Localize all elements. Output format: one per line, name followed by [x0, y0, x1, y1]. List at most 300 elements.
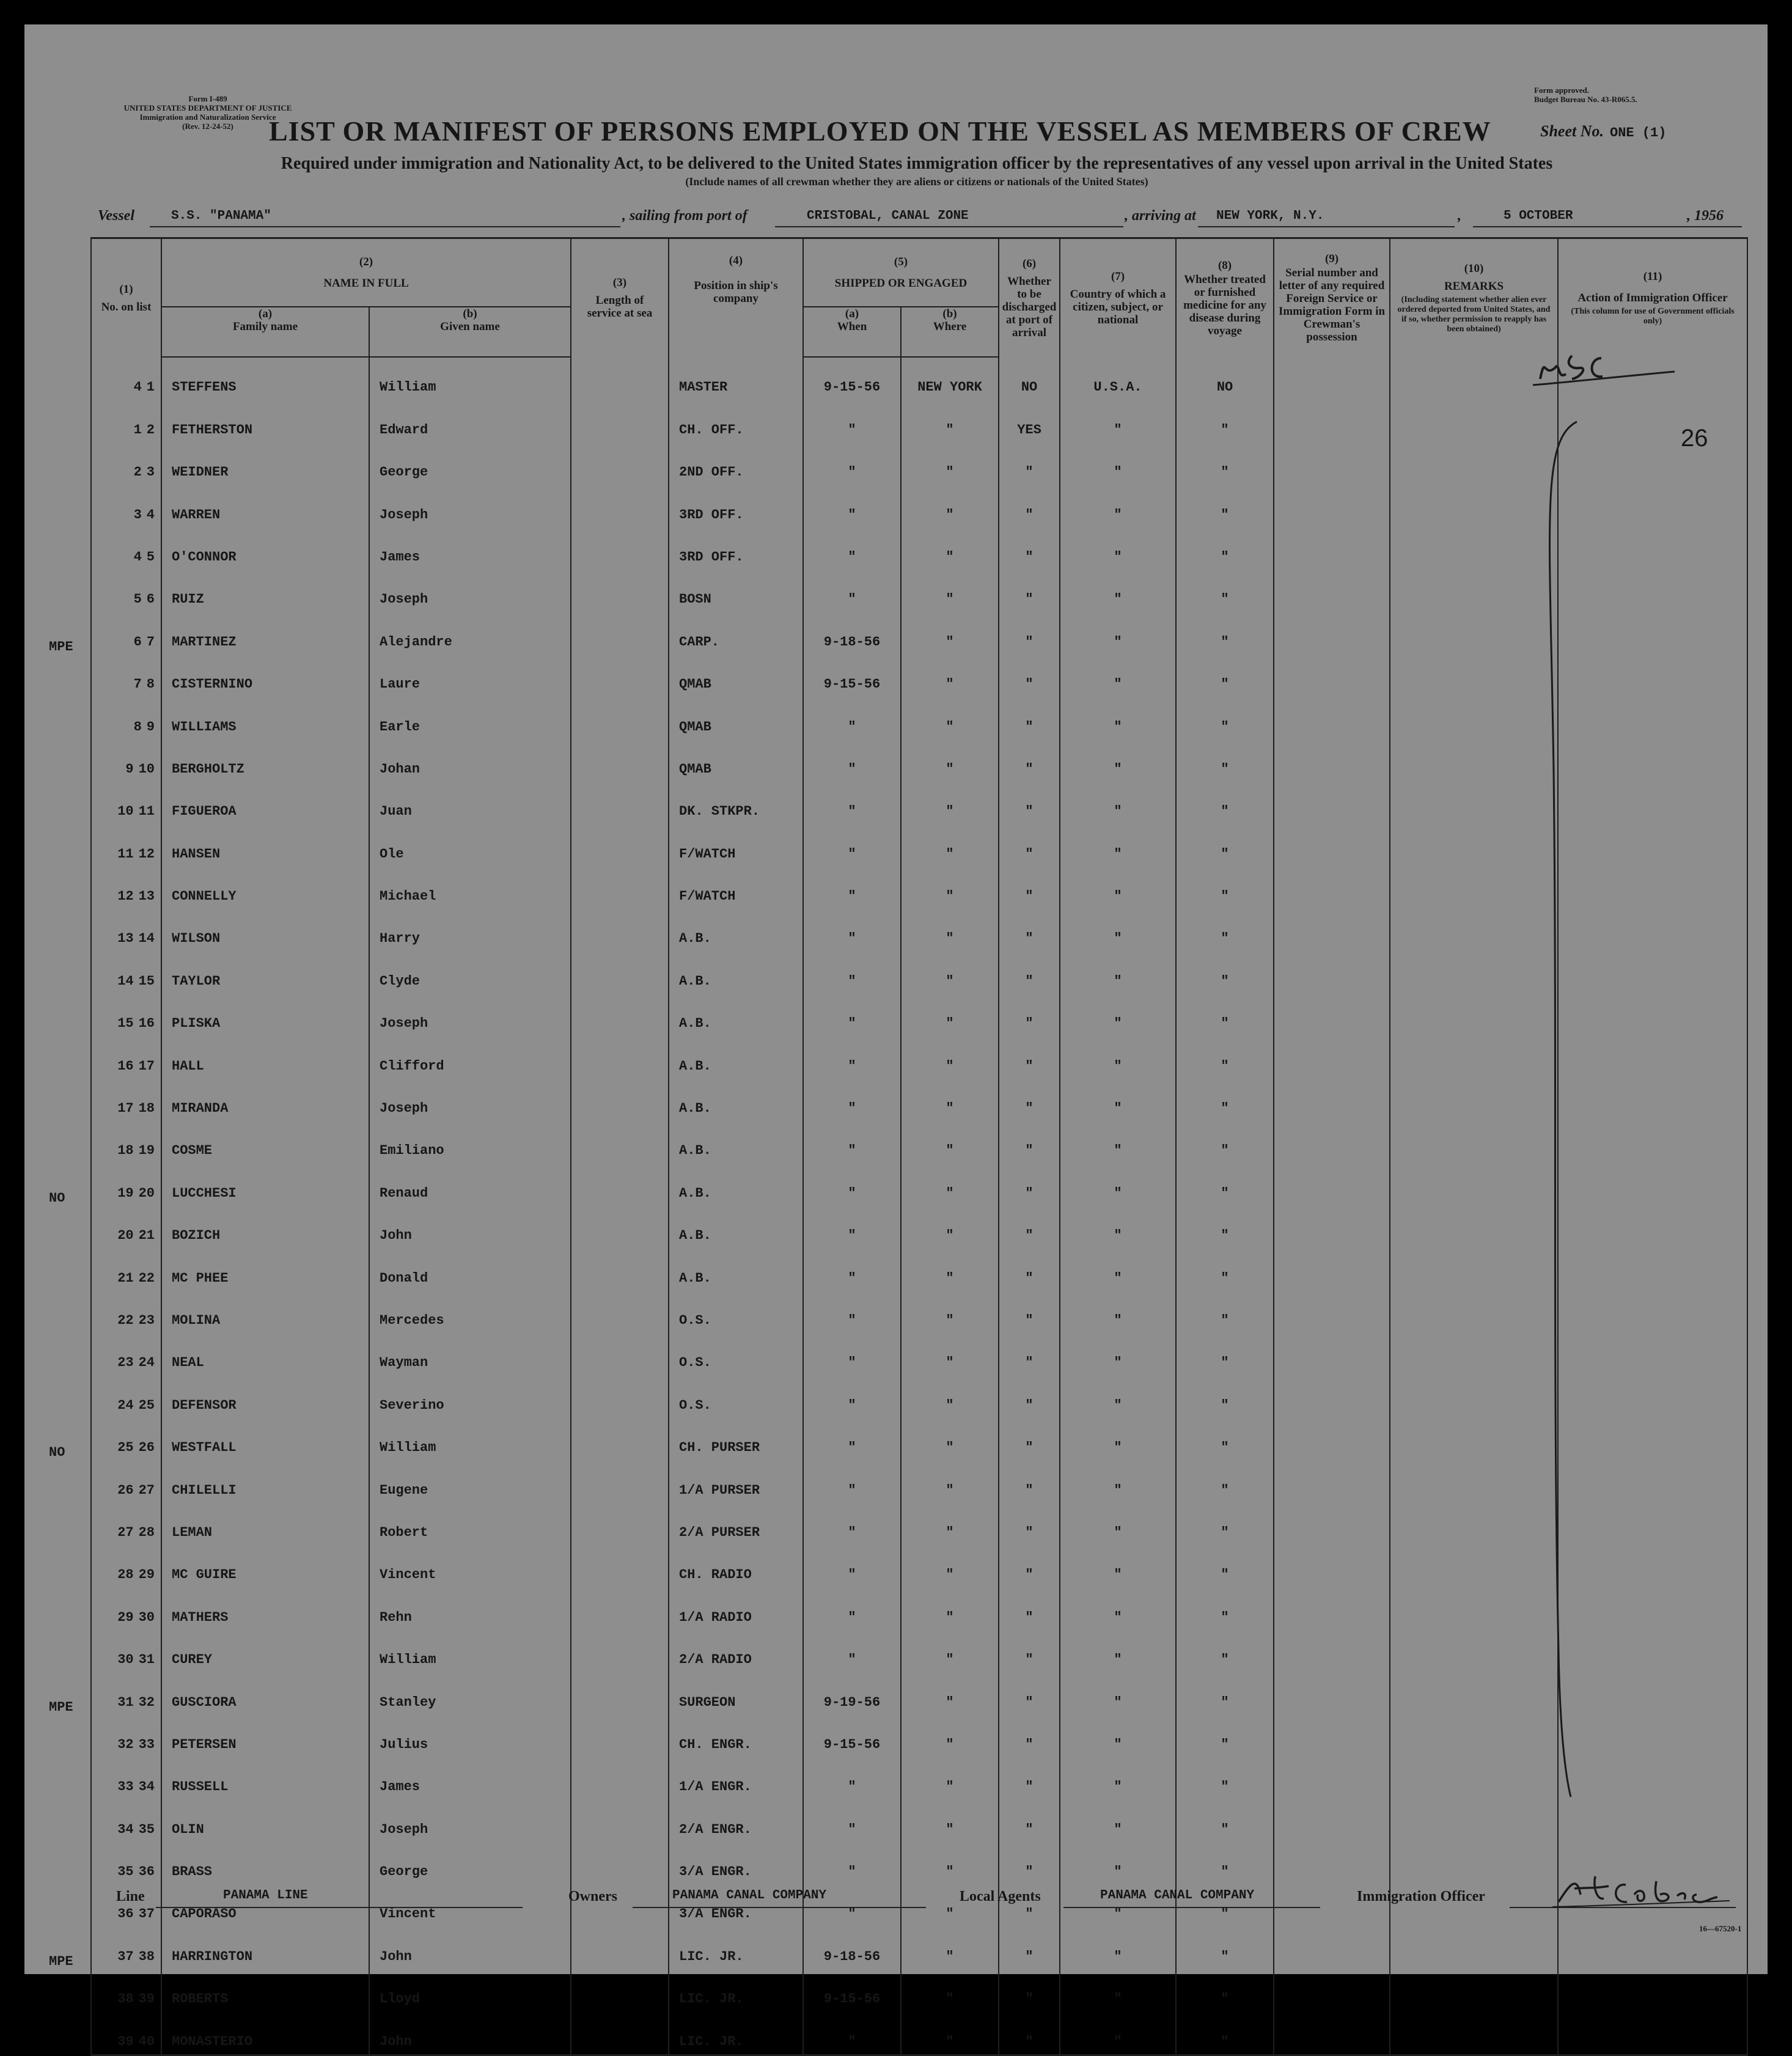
cell-serial-number	[1274, 1545, 1390, 1587]
cell-list-number	[91, 1630, 161, 1672]
cell-length-of-service	[571, 1926, 669, 1969]
crew-row	[91, 1545, 1747, 1587]
crew-row	[91, 909, 1747, 951]
cell-serial-number	[1274, 1969, 1390, 2011]
cell-country: "	[1060, 740, 1176, 782]
officer-signature-icon	[1552, 1870, 1736, 1913]
cell-where: "	[901, 1248, 999, 1290]
previous-list-number: 22	[117, 1312, 134, 1328]
cell-serial-number	[1274, 485, 1390, 527]
cell-length-of-service	[571, 1842, 669, 1884]
crew-row	[91, 994, 1747, 1036]
cell-length-of-service	[571, 909, 669, 951]
list-number: 15	[138, 973, 155, 989]
cell-serial-number	[1274, 1587, 1390, 1629]
crew-row	[91, 1460, 1747, 1502]
crew-row	[91, 1503, 1747, 1545]
cell-country: "	[1060, 951, 1176, 993]
cell-where: "	[901, 442, 999, 485]
cell-position: 1/A RADIO	[669, 1587, 803, 1629]
cell-family-name: CUREY	[161, 1630, 369, 1672]
cell-family-name: WEIDNER	[161, 442, 369, 485]
col-header-position: (4) Position in ship's company	[669, 238, 803, 358]
cell-serial-number	[1274, 1842, 1390, 1884]
list-number: 3	[146, 464, 155, 480]
cell-when: "	[803, 527, 901, 570]
cell-medicine: "	[1176, 1630, 1274, 1672]
cell-list-number	[91, 1291, 161, 1333]
cell-serial-number	[1274, 909, 1390, 951]
cell-when: "	[803, 1248, 901, 1290]
cell-family-name: MIRANDA	[161, 1079, 369, 1121]
previous-list-number: 10	[117, 804, 134, 820]
cell-when: 9-18-56	[803, 612, 901, 654]
cell-country: "	[1060, 1926, 1176, 1969]
cell-medicine: "	[1176, 1884, 1274, 1926]
cell-given-name: Laure	[369, 655, 571, 697]
cell-list-number	[91, 951, 161, 993]
cell-country: "	[1060, 1969, 1176, 2011]
crew-row	[91, 1969, 1747, 2011]
cell-where: "	[901, 909, 999, 951]
cell-when: "	[803, 740, 901, 782]
previous-list-number: 12	[117, 889, 134, 905]
cell-medicine: "	[1176, 1715, 1274, 1757]
cell-when: "	[803, 1079, 901, 1121]
cell-medicine: "	[1176, 1079, 1274, 1121]
crew-row	[91, 1799, 1747, 1841]
cell-family-name: FETHERSTON	[161, 400, 369, 442]
form-number: Form I-489	[188, 94, 227, 103]
bracket-line-icon	[1550, 422, 1577, 1797]
cell-where: "	[901, 1672, 999, 1714]
cell-given-name: John	[369, 2011, 571, 2055]
cell-country: "	[1060, 1163, 1176, 1205]
cell-list-number	[49, 1926, 161, 1969]
cell-position: A.B.	[669, 1036, 803, 1078]
crew-row	[91, 485, 1747, 527]
cell-discharge: "	[999, 1545, 1060, 1587]
cell-discharge: "	[999, 655, 1060, 697]
cell-when: "	[803, 1163, 901, 1205]
cell-serial-number	[1274, 1333, 1390, 1375]
officer-label: Immigration Officer	[1357, 1889, 1485, 1904]
cell-when: "	[803, 867, 901, 909]
previous-list-number: 16	[117, 1058, 134, 1074]
previous-list-number: 34	[117, 1821, 134, 1837]
cell-position: O.S.	[669, 1291, 803, 1333]
cell-list-number	[91, 2011, 161, 2055]
previous-list-number: 20	[117, 1228, 134, 1244]
cell-serial-number	[1274, 740, 1390, 782]
previous-list-number: 36	[117, 1906, 134, 1922]
footer-line	[86, 1889, 1748, 1919]
col-header-remarks: (10) REMARKS (Including statement whether alien ever ordered deported from United States, and if so, whether permission to reapply has been obtained)	[1390, 238, 1558, 358]
margin-annotation: NO	[49, 1445, 65, 1461]
previous-list-number: 1	[133, 422, 142, 438]
previous-list-number: 26	[117, 1482, 134, 1498]
previous-list-number: 39	[117, 2033, 134, 2049]
cell-family-name: CHILELLI	[161, 1460, 369, 1502]
cell-position: CH. RADIO	[669, 1545, 803, 1587]
cell-when: "	[803, 1757, 901, 1799]
previous-list-number: 27	[117, 1524, 134, 1540]
cell-country: "	[1060, 612, 1176, 654]
cell-medicine: "	[1176, 824, 1274, 866]
cell-length-of-service	[571, 1715, 669, 1757]
crew-row	[91, 1291, 1747, 1333]
cell-list-number	[49, 1418, 161, 1461]
cell-list-number	[91, 1545, 161, 1587]
cell-list-number	[91, 1375, 161, 1417]
previous-list-number: 35	[117, 1864, 134, 1880]
cell-serial-number	[1274, 1799, 1390, 1841]
cell-list-number	[91, 655, 161, 697]
cell-serial-number	[1274, 1206, 1390, 1248]
cell-given-name: Joseph	[369, 485, 571, 527]
previous-list-number: 37	[117, 1948, 134, 1964]
col-header-when: (a) When	[803, 307, 901, 333]
cell-length-of-service	[571, 1799, 669, 1841]
cell-list-number	[91, 357, 161, 400]
cell-medicine: "	[1176, 1418, 1274, 1460]
previous-list-number: 32	[117, 1736, 134, 1752]
cell-position: A.B.	[669, 1121, 803, 1163]
cell-medicine: "	[1176, 612, 1274, 654]
cell-position: A.B.	[669, 951, 803, 993]
cell-family-name: BOZICH	[161, 1206, 369, 1248]
cell-length-of-service	[571, 442, 669, 485]
col-header-country: (7) Country of which a citizen, subject, or national	[1060, 238, 1176, 358]
col-header-medicine: (8) Whether treated or furnished medicine for any disease during voyage	[1176, 238, 1274, 358]
cell-where: "	[901, 1206, 999, 1248]
cell-given-name: Johan	[369, 740, 571, 782]
cell-when: 9-15-56	[803, 1969, 901, 2011]
cell-discharge: "	[999, 1587, 1060, 1629]
cell-discharge: "	[999, 1460, 1060, 1502]
cell-medicine: "	[1176, 1121, 1274, 1163]
cell-given-name: William	[369, 1418, 571, 1460]
budget-bureau: Budget Bureau No. 43-R065.5.	[1534, 95, 1637, 104]
cell-discharge: "	[999, 485, 1060, 527]
list-number: 6	[146, 592, 155, 608]
list-number: 39	[138, 1991, 155, 2007]
cell-medicine: "	[1176, 1969, 1274, 2011]
cell-when: "	[803, 1291, 901, 1333]
cell-where: "	[901, 485, 999, 527]
cell-remarks	[1390, 1926, 1558, 1969]
col-header-family-name: (a) Family name	[161, 307, 369, 333]
crew-row	[91, 1333, 1747, 1375]
cell-serial-number	[1274, 1418, 1390, 1460]
list-number: 25	[138, 1397, 155, 1413]
crew-row	[91, 1842, 1747, 1884]
cell-position: LIC. JR.	[669, 1926, 803, 1969]
cell-discharge: "	[999, 1079, 1060, 1121]
crew-row	[91, 527, 1747, 570]
cell-given-name: Edward	[369, 400, 571, 442]
cell-discharge: "	[999, 909, 1060, 951]
cell-when: "	[803, 1036, 901, 1078]
previous-list-number: 15	[117, 1016, 134, 1032]
cell-country: "	[1060, 527, 1176, 570]
cell-discharge: "	[999, 1884, 1060, 1926]
cell-given-name: Severino	[369, 1375, 571, 1417]
cell-medicine: "	[1176, 1036, 1274, 1078]
cell-discharge: "	[999, 527, 1060, 570]
col-header-discharge: (6) Whether to be discharged at port of arrival	[999, 238, 1060, 358]
cell-family-name: OLIN	[161, 1799, 369, 1841]
col-header-shipped: (5) SHIPPED OR ENGAGED	[803, 238, 999, 307]
cell-position: 3/A ENGR.	[669, 1842, 803, 1884]
cell-family-name: WILLIAMS	[161, 697, 369, 739]
cell-length-of-service	[571, 1757, 669, 1799]
cell-family-name: GUSCIORA	[161, 1672, 369, 1714]
cell-medicine: "	[1176, 1842, 1274, 1884]
list-number: 21	[138, 1228, 155, 1244]
cell-medicine: "	[1176, 1291, 1274, 1333]
cell-when: "	[803, 994, 901, 1036]
col-header-number: (1) No. on list	[91, 238, 161, 358]
cell-given-name: Julius	[369, 1715, 571, 1757]
cell-when: "	[803, 485, 901, 527]
cell-medicine: "	[1176, 740, 1274, 782]
cell-position: A.B.	[669, 994, 803, 1036]
cell-when: "	[803, 1503, 901, 1545]
cell-country: "	[1060, 1545, 1176, 1587]
crew-row	[91, 1672, 1747, 1714]
list-number: 34	[138, 1779, 155, 1795]
cell-when: 9-19-56	[803, 1672, 901, 1714]
cell-when: "	[803, 1333, 901, 1375]
list-number: 12	[138, 846, 155, 862]
crew-rows	[49, 357, 1747, 2055]
cell-family-name: NEAL	[161, 1333, 369, 1375]
previous-list-number: 28	[117, 1567, 134, 1583]
cell-discharge: "	[999, 1630, 1060, 1672]
cell-country: "	[1060, 1333, 1176, 1375]
cell-discharge: "	[999, 1206, 1060, 1248]
crew-row	[91, 1757, 1747, 1799]
cell-medicine: "	[1176, 1503, 1274, 1545]
vessel-name: S.S. "PANAMA"	[171, 209, 271, 223]
cell-when: "	[803, 951, 901, 993]
cell-where: "	[901, 1884, 999, 1926]
margin-tally: 26	[1681, 425, 1708, 452]
cell-given-name: Rehn	[369, 1587, 571, 1629]
cell-position: A.B.	[669, 1248, 803, 1290]
cell-medicine: "	[1176, 1587, 1274, 1629]
cell-length-of-service	[571, 1079, 669, 1121]
subtitle-note: (Include names of all crewman whether they are aliens or citizens or nationals of the United States)	[685, 175, 1148, 188]
cell-list-number	[91, 1079, 161, 1121]
previous-list-number: 25	[117, 1440, 134, 1456]
cell-when: "	[803, 1375, 901, 1417]
cell-when: "	[803, 1630, 901, 1672]
cell-given-name: Earle	[369, 697, 571, 739]
cell-medicine: "	[1176, 1460, 1274, 1502]
cell-position: LIC. JR.	[669, 1969, 803, 2011]
list-number: 11	[138, 804, 155, 820]
crew-row	[91, 867, 1747, 909]
cell-country: "	[1060, 1842, 1176, 1884]
cell-length-of-service	[571, 697, 669, 739]
crew-row	[91, 951, 1747, 993]
cell-discharge: "	[999, 442, 1060, 485]
previous-list-number: 24	[117, 1397, 134, 1413]
cell-length-of-service	[571, 1291, 669, 1333]
cell-family-name: TAYLOR	[161, 951, 369, 993]
previous-list-number: 31	[117, 1694, 134, 1710]
cell-where: "	[901, 570, 999, 612]
crew-row	[91, 1163, 1747, 1205]
cell-discharge: "	[999, 612, 1060, 654]
cell-length-of-service	[571, 1460, 669, 1502]
cell-serial-number	[1274, 1503, 1390, 1545]
cell-family-name: ROBERTS	[161, 1969, 369, 2011]
cell-family-name: FIGUEROA	[161, 782, 369, 824]
cell-given-name: Eugene	[369, 1460, 571, 1502]
cell-where: "	[901, 1545, 999, 1587]
col-header-serial-number: (9) Serial number and letter of any required Foreign Service or Immigration Form in Crewman's possession	[1274, 238, 1390, 358]
cell-when: 9-18-56	[803, 1926, 901, 1969]
cell-length-of-service	[571, 1418, 669, 1460]
cell-discharge: YES	[999, 400, 1060, 442]
cell-list-number	[91, 1757, 161, 1799]
cell-family-name: MARTINEZ	[161, 612, 369, 654]
cell-medicine: "	[1176, 1545, 1274, 1587]
cell-position: F/WATCH	[669, 867, 803, 909]
list-number: 16	[138, 1016, 155, 1032]
crew-row	[91, 1418, 1747, 1460]
cell-medicine: "	[1176, 1757, 1274, 1799]
cell-family-name: HALL	[161, 1036, 369, 1078]
cell-country: "	[1060, 2011, 1176, 2055]
cell-given-name: Joseph	[369, 1799, 571, 1841]
list-number: 22	[138, 1270, 155, 1286]
cell-position: 3/A ENGR.	[669, 1884, 803, 1926]
previous-list-number: 18	[117, 1143, 134, 1159]
cell-family-name: COSME	[161, 1121, 369, 1163]
cell-family-name: WARREN	[161, 485, 369, 527]
crew-row	[91, 824, 1747, 866]
previous-list-number: 11	[117, 846, 134, 862]
cell-given-name: Mercedes	[369, 1291, 571, 1333]
cell-position: A.B.	[669, 1163, 803, 1205]
cell-length-of-service	[571, 1036, 669, 1078]
arrival-year: , 1956	[1687, 208, 1724, 224]
crew-row	[91, 1206, 1747, 1248]
cell-discharge: "	[999, 1672, 1060, 1714]
cell-when: 9-15-56	[803, 357, 901, 400]
crew-row	[91, 1121, 1747, 1163]
cell-country: "	[1060, 782, 1176, 824]
line-label: Line	[116, 1889, 145, 1904]
cell-discharge: "	[999, 824, 1060, 866]
crew-row	[91, 1715, 1747, 1757]
cell-serial-number	[1274, 1926, 1390, 1969]
cell-position: CH. PURSER	[669, 1418, 803, 1460]
cell-country: "	[1060, 867, 1176, 909]
from-label: , sailing from port of	[622, 208, 747, 224]
cell-position: MASTER	[669, 357, 803, 400]
cell-given-name: Vincent	[369, 1545, 571, 1587]
cell-position: A.B.	[669, 1079, 803, 1121]
cell-position: 1/A PURSER	[669, 1460, 803, 1502]
cell-discharge: "	[999, 994, 1060, 1036]
cell-given-name: Michael	[369, 867, 571, 909]
cell-serial-number	[1274, 994, 1390, 1036]
cell-discharge: "	[999, 1926, 1060, 1969]
cell-length-of-service	[571, 1503, 669, 1545]
list-number: 31	[138, 1652, 155, 1668]
cell-country: "	[1060, 570, 1176, 612]
list-number: 4	[146, 507, 155, 523]
cell-discharge: "	[999, 1969, 1060, 2011]
cell-where: "	[901, 400, 999, 442]
cell-length-of-service	[571, 1672, 669, 1714]
cell-discharge: "	[999, 1842, 1060, 1884]
cell-when: "	[803, 1460, 901, 1502]
cell-medicine: "	[1176, 1672, 1274, 1714]
cell-length-of-service	[571, 1206, 669, 1248]
page-title: LIST OR MANIFEST OF PERSONS EMPLOYED ON THE VESSEL AS MEMBERS OF CREW	[269, 116, 1491, 147]
cell-where: "	[901, 1503, 999, 1545]
cell-when: "	[803, 1545, 901, 1587]
arriving-label: , arriving at	[1125, 208, 1196, 224]
sheet-number-label: Sheet No.	[1540, 122, 1604, 140]
cell-given-name: William	[369, 357, 571, 400]
cell-family-name: WESTFALL	[161, 1418, 369, 1460]
cell-country: "	[1060, 1672, 1176, 1714]
cell-list-number	[91, 1842, 161, 1884]
manifest-sheet	[24, 24, 1768, 2049]
cell-length-of-service	[571, 824, 669, 866]
cell-medicine: "	[1176, 485, 1274, 527]
cell-serial-number	[1274, 1079, 1390, 1121]
cell-discharge: "	[999, 740, 1060, 782]
cell-medicine: "	[1176, 1799, 1274, 1841]
cell-discharge: "	[999, 1163, 1060, 1205]
previous-list-number: 23	[117, 1355, 134, 1371]
cell-length-of-service	[571, 1248, 669, 1290]
list-number: 28	[138, 1524, 155, 1540]
cell-list-number	[91, 485, 161, 527]
cell-length-of-service	[571, 1333, 669, 1375]
cell-list-number	[91, 1799, 161, 1841]
cell-given-name: Wayman	[369, 1333, 571, 1375]
cell-country: U.S.A.	[1060, 357, 1176, 400]
cell-given-name: Vincent	[369, 1884, 571, 1926]
cell-length-of-service	[571, 357, 669, 400]
cell-length-of-service	[571, 1163, 669, 1205]
crew-row	[91, 1036, 1747, 1078]
handwritten-marks	[1528, 342, 1730, 1895]
cell-country: "	[1060, 1121, 1176, 1163]
cell-when: 9-15-56	[803, 655, 901, 697]
cell-when: "	[803, 909, 901, 951]
cell-where: "	[901, 1757, 999, 1799]
cell-when: "	[803, 2011, 901, 2055]
cell-serial-number	[1274, 697, 1390, 739]
cell-serial-number	[1274, 400, 1390, 442]
cell-medicine: "	[1176, 400, 1274, 442]
list-number: 18	[138, 1101, 155, 1117]
cell-discharge: "	[999, 697, 1060, 739]
cell-list-number	[49, 1163, 161, 1206]
list-number: 35	[138, 1821, 155, 1837]
cell-family-name: O'CONNOR	[161, 527, 369, 570]
